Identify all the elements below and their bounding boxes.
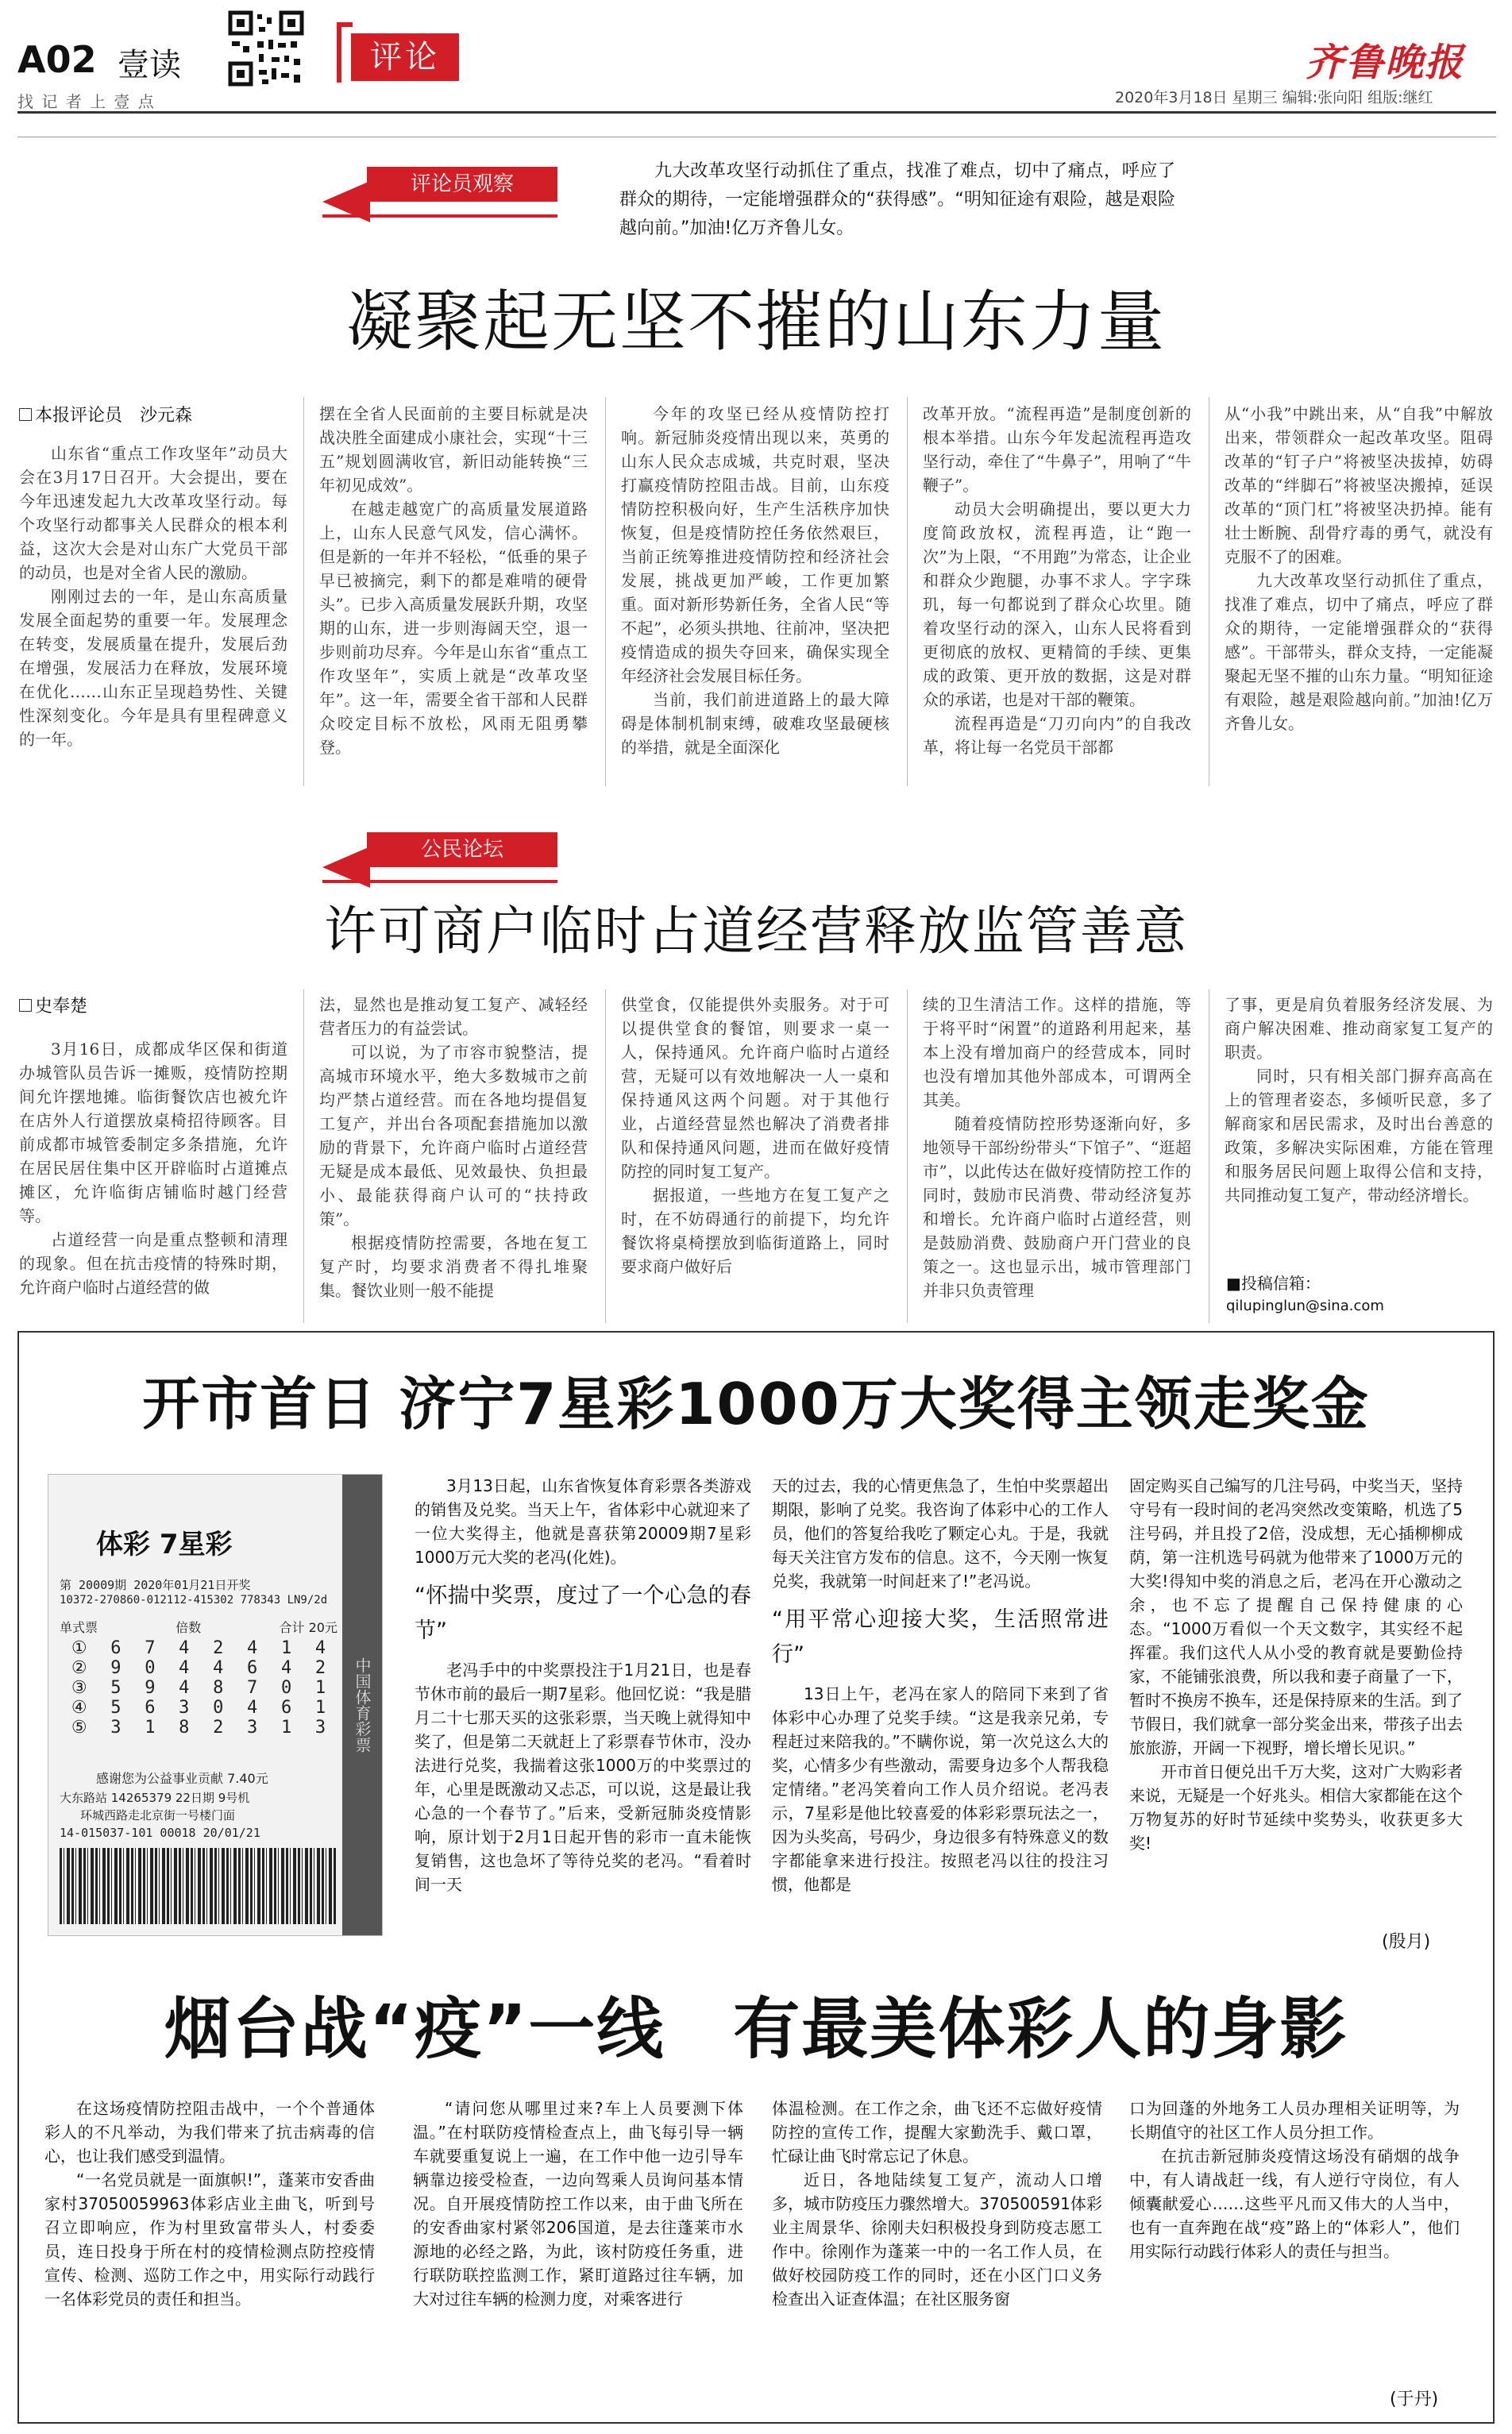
ticket-header: 体彩 7星彩 [96, 1529, 233, 1560]
article2-byline [19, 993, 87, 1017]
article2-para: 可以说，为了市容市貌整洁，提高城市环境水平，绝大多数城市之前均严禁占道经营。而在各地均提倡复工复产，并出台各项配套措施加以激励的背景下，允许商户临时占道经营无疑是成本最低、见效最快、负担最小、最能获得商户认可的“扶持政策”。 [319, 1043, 588, 1229]
ticket-total-label: 合计 20元 [279, 1620, 338, 1635]
lottery1-para: 老冯手中的中奖票投注于1月21日，也是春节休市前的最后一期7星彩。他回忆说：“我是腊月二十七那天买的这张彩票，当天晚上就得知中奖了，但是第二天就赶上了彩票春节休市，没办法进行兑奖，我揣着这张1000万的中奖票过的年，心里是既激动又忐忑，可以说，这是最让我心急的一个春节了。”后来，受新冠肺炎疫情影响，原计划于2月1日起开售的彩市一直未能恢复销售，这也急坏了等待兑奖的老冯。“看着时间一天 [415, 1661, 751, 1894]
ticket-thanks: 感谢您为公益事业贡献 7.40元 [96, 1771, 268, 1786]
lottery1-para: 天的过去，我的心情更焦急了，生怕中奖票超出期限，影响了兑奖。我咨询了体彩中心的工作人员，他们的答复给我吃了颗定心丸。于是，我就每天关注官方发布的信息。这不，今天刚一恢复兑奖，我就第一时间赶来了!”老冯说。 [772, 1476, 1109, 1591]
article2-para: 续的卫生清洁工作。这样的措施，等于将平时“闲置”的道路利用起来，基本上没有增加商户的经营成本，同时也没有增加其他外部成本，可谓两全其美。 [923, 995, 1191, 1109]
ticket-meta-row [60, 1618, 338, 1636]
article2-para: 同时，只有相关部门摒弃高高在上的管理者姿态，多倾听民意，多了解商家和居民需求，及时出台善意的政策，多解决实际困难，方能在管理和服务居民问题上取得公信和支持，共同推动复工复产，带动经济增长。 [1225, 1067, 1493, 1205]
article2-para: 供堂食，仅能提供外卖服务。对于可以提供堂食的餐馆，则要求一桌一人，保持通风。允许商户临时占道经营，无疑可以有效地解决一人一桌和保持通风这两个问题。对于其他行业，占道经营显然也解决了消费者排队和保持通风问题，进而在做好疫情防控的同时复工复产。 [621, 995, 889, 1181]
article2-para: 法，显然也是推动复工复产、减轻经营者压力的有益尝试。 [319, 995, 588, 1038]
article2-col-3 [621, 993, 889, 1320]
lottery2-col-3 [772, 2096, 1102, 2398]
ticket-issue-line: 第 20009期 2020年01月21日开奖 [60, 1578, 251, 1592]
article1-col-3 [621, 402, 889, 785]
article1-para: 改革开放。“流程再造”是制度创新的根本举措。山东今年发起流程再造攻坚行动，牵住了“牛鼻子”，用响了“牛鞭子”。 [923, 404, 1191, 495]
ticket-side-strip: 中国体育彩票 [342, 1475, 382, 1935]
ticket-single-label: 单式票 [60, 1620, 98, 1635]
lottery2-col-4 [1129, 2096, 1460, 2374]
column-rule [907, 397, 908, 786]
column-rule [907, 989, 908, 1323]
lottery2-para: 近日，各地陆续复工复产，流动人口增多，城市防疫压力骤然增大。370500591体彩业主周景华、徐刚夫妇积极投身到防疫志愿工作中。徐刚作为蓬莱一中的一名工作人员，在做好校园防疫工作的同时，还在小区门口义务检查出入证查体温；在社区服务窗 [772, 2170, 1102, 2309]
article1-tag: 评论员观察 [367, 167, 557, 202]
ticket-row: ③ 5 9 4 8 7 0 1 [71, 1678, 326, 1698]
lottery1-para: 开市首日便兑出千万大奖，这对广大购彩者来说，无疑是一个好兆头。相信大家都能在这个万物复苏的好时节延续中奖势头，收获更多大奖! [1129, 1762, 1463, 1853]
article1-para: 摆在全省人民面前的主要目标就是决战决胜全面建成小康社会，实现“十三五”规划圆满收官，新旧动能转换“三年初见成效”。 [319, 404, 588, 495]
ticket-row: ② 9 0 4 4 6 4 2 [71, 1658, 326, 1678]
lottery2-para: “一名党员就是一面旗帜!”，蓬莱市安香曲家村37050059963体彩店业主曲飞，听到号召立即响应，作为村里致富带头人，村委委员，连日投身于所在村的疫情检测点防控疫情宣传、检测、巡防工作之中，用实际行动践行一名体彩党员的责任和担当。 [44, 2170, 375, 2309]
lottery1-title: 开市首日 济宁7星彩1000万大奖得主领走奖金 [142, 1371, 1370, 1437]
contact-email: qilupinglun@sina.com [1226, 1298, 1384, 1314]
lottery2-para: 体温检测。在工作之余，曲飞还不忘做好疫情防控的宣传工作，提醒大家勤洗手、戴口罩，忙碌让曲飞时常忘记了休息。 [772, 2099, 1102, 2166]
ticket-barcode-icon [60, 1848, 338, 1924]
ticket-row: ① 6 7 4 2 4 1 4 [71, 1638, 326, 1658]
article2-para: 据报道，一些地方在复工复产之时，在不妨碍通行的前提下，均允许餐饮将桌椅摆放到临街道路上，同时要求商户做好后 [621, 1186, 889, 1276]
lottery1-subhead: “怀揣中奖票，度过了一个心急的春节” [415, 1583, 751, 1643]
header-meta: 2020年3月18日 星期三 编辑:张向阳 组版:继红 [1115, 89, 1433, 106]
brand-logo: 齐鲁晚报 [1306, 41, 1465, 85]
ticket-serial-line: 10372-270860-012112-415302 778343 LN9/2d [60, 1594, 328, 1607]
lottery1-para: 固定购买自己编写的几注号码，中奖当天，坚持守号有一段时间的老冯突然改变策略，机选了5注号码，并且投了2倍，没成想，无心插柳柳成荫，第一注机选号码就为他带来了1000万元的大奖!得知中奖的消息之后，老冯在开心激动之余，也不忘了提醒自己保持健康的心态。“1000万看似一个天文数字，其实经不起挥霍。我们这代人从小受的教育就是要勤俭持家，不能铺张浪费，所以我和妻子商量了一下，暂时不换房不换车，还是保持原来的生活。到了节假日，我们就拿一部分奖金出来，带孩子出去旅旅游，开阔一下视野，增长增长见识。” [1129, 1476, 1463, 1757]
article2-para: 随着疫情防控形势逐渐向好，多地领导干部纷纷带头“下馆子”、“逛超市”，以此传达在做好疫情防控工作的同时，鼓励市民消费、带动经济复苏和增长。允许商户临时占道经营，则是鼓励消费、鼓励商户开门营业的良策之一。这也显示出，城市管理部门并非只负责管理 [923, 1114, 1191, 1300]
article1-title: 凝聚起无坚不摧的山东力量 [345, 283, 1166, 361]
article1-col-2 [319, 402, 588, 785]
lottery1-subhead: “用平常心迎接大奖，生活照常进行” [772, 1607, 1109, 1667]
column-rule [303, 397, 304, 786]
lottery2-col-2 [413, 2096, 743, 2398]
article1-para: 当前，我们前进道路上的最大障碍是体制机制束缚，破难攻坚最硬核的举措，就是全面深化 [621, 690, 889, 757]
lottery2-col-1 [44, 2096, 375, 2398]
article1-para: 在越走越宽广的高质量发展道路上，山东人民意气风发，信心满怀。但是新的一年并不轻松，“低垂的果子早已被摘完，剩下的都是难啃的硬骨头”。已步入高质量发展跃升期，攻坚期的山东，进一步则海阔天空，退一步则前功尽弃。今年是山东省“重点工作攻坚年”，实质上就是“改革攻坚年”。这一年，需要全省干部和人民群众咬定目标不放松，风雨无阻勇攀登。 [319, 500, 588, 757]
article2-col-2 [319, 993, 588, 1320]
lottery2-title: 烟台战“疫”一线 有最美体彩人的身影 [164, 1990, 1348, 2068]
article1-para: 流程再造是“刀刃向内”的自我改革，将让每一名党员干部都 [923, 714, 1191, 757]
article1-para: 刚刚过去的一年，是山东高质量发展全面起势的重要一年。发展理念在转变，发展质量在提升，发展后劲在增强，发展活力在释放，发展环境在优化……山东正呈现趋势性、关键性深刻变化。今年是具有里程碑意义的一年。 [19, 587, 287, 749]
article1-para: 九大改革攻坚行动抓住了重点，找准了难点，切中了痛点，呼应了群众的期待，一定能增强群众的“获得感”。干部带头，群众支持，一定能凝聚起无坚不摧的山东力量。“明知征途有艰险，越是艰险越向前。”加油!亿万齐鲁儿女。 [1225, 571, 1493, 733]
article2-para: 3月16日，成都成华区保和街道办城管队员告诉一摊贩，疫情防控期间允许摆地摊。临街餐饮店也被允许在店外人行道摆放桌椅招待顾客。目前成都市城管委制定多条措施，允许在居民居住集中区开辟临时占道摊点摊区，允许临街店铺临时越门经营等。 [19, 1040, 287, 1225]
lottery1-col-1 [415, 1474, 751, 1950]
contact-label: ■投稿信箱： [1226, 1274, 1321, 1293]
header-divider [17, 111, 1496, 114]
section-read-label: 壹读 [118, 47, 181, 83]
article2-para: 根据疫情防控需要，各地在复工复产时，均要求消费者不得扎堆聚集。餐饮业则一般不能提 [319, 1233, 588, 1300]
ticket-row: ④ 5 6 3 0 4 6 1 [71, 1698, 326, 1718]
column-rule [605, 989, 606, 1323]
lottery1-author: (殷月) [1382, 1932, 1431, 1952]
section-tab: 评论 [351, 33, 459, 81]
slogan: 找 记 者 上 壹 点 [17, 92, 156, 111]
lottery1-col-3 [1129, 1474, 1463, 1927]
article1-col-5 [1225, 402, 1493, 785]
lottery1-para: 13日上午，老冯在家人的陪同下来到了省体彩中心办理了兑奖手续。“这是我亲兄弟，专程赶过来陪我的。”不瞒你说，第一次兑这么大的奖，心情多少有些激动，需要身边多个人帮我稳定情绪。”老冯笑着向工作人员介绍说。老冯表示，7星彩是他比较喜爱的体彩彩票玩法之一，因为头奖高，号码少，身边很多有特殊意义的数字都能拿来进行投注。按照老冯以往的投注习惯，他都是 [772, 1684, 1109, 1894]
article2-tag: 公民论坛 [367, 832, 557, 867]
article1-para: 从“小我”中跳出来，从“自我”中解放出来，带领群众一起改革攻坚。阻碍改革的“钉子户”将被坚决拔掉，妨碍改革的“绊脚石”将被坚决搬掉，延误改革的“顶门杠”将被坚决扔掉。能有壮士断腕、刮骨疗毒的勇气，就没有克服不了的困难。 [1225, 404, 1493, 566]
column-rule [303, 989, 304, 1323]
article1-tag-underline [322, 214, 557, 218]
lottery-ticket-image [48, 1474, 383, 1936]
section-tab-bracket [337, 22, 341, 83]
lottery2-para: 在抗击新冠肺炎疫情这场没有硝烟的战争中，有人请战赶一线，有人逆行守岗位，有人倾囊献爱心……这些平凡而又伟大的人当中，也有一直奔跑在战“疫”路上的“体彩人”，他们用实际行动践行体彩人的责任与担当。 [1129, 2147, 1460, 2261]
article2-para: 占道经营一向是重点整顿和清理的现象。但在抗击疫情的特殊时期，允许商户临时占道经营的做 [19, 1230, 287, 1297]
article2-col-1 [19, 1037, 287, 1320]
qr-code-icon [227, 10, 305, 87]
article2-tag-underline [322, 880, 557, 883]
byline-box-icon [19, 999, 32, 1012]
article2-para: 了事，更是肩负着服务经济发展、为商户解决困难、推动商家复工复产的职责。 [1225, 995, 1493, 1062]
article2-col-5 [1225, 993, 1493, 1247]
article2-col-4 [923, 993, 1191, 1320]
ticket-multiple-label: 倍数 [176, 1620, 202, 1635]
article1-col-1 [19, 442, 287, 785]
column-rule [605, 397, 606, 786]
lottery2-author: (于丹) [1390, 2390, 1439, 2409]
article1-byline-text: 本报评论员 沙元森 [35, 406, 193, 426]
ticket-station: 大东路站 14265379 22日期 9号机 [60, 1791, 250, 1805]
article1-byline [19, 402, 192, 426]
lottery1-para: 3月13日起，山东省恢复体育彩票各类游戏的销售及兑奖。当天上午，省体彩中心就迎来了一位大奖得主，他就是喜获第20009期7星彩1000万元大奖的老冯(化姓)。 [415, 1476, 751, 1567]
lottery2-para: “请问您从哪里过来?车上人员要测下体温。”在村联防疫情检查点上，曲飞每引导一辆车就要重复说上一遍，在工作中他一边引导车辆靠边接受检查，一边向驾乘人员询问基本情况。自开展疫情防控工作以来，由于曲飞所在的安香曲家村紧邻206国道，是去往蓬莱市水源地的必经之路，为此，该村防疫任务重，进行联防联控监测工作，紧盯道路过往车辆，加大对过往车辆的检测力度，对乘客进行 [413, 2099, 743, 2309]
byline-box-icon [19, 408, 32, 421]
ticket-barcode-line: 14-015037-101 00018 20/01/21 [60, 1826, 260, 1840]
lottery2-para: 口为回蓬的外地务工人员办理相关证明等，为长期值守的社区工作人员分担工作。 [1129, 2099, 1460, 2142]
article1-summary: 九大改革攻坚行动抓住了重点，找准了难点，切中了痛点，呼应了群众的期待，一定能增强群众的“获得感”。“明知征途有艰险，越是艰险越向前。”加油!亿万齐鲁儿女。 [619, 161, 1175, 238]
article1-para: 动员大会明确提出，要以更大力度简政放权，流程再造，让“跑一次”为上限，“不用跑”为常态，让企业和群众少跑腿，办事不求人。字字珠玑，每一句都说到了群众心坎里。随着攻坚行动的深入，山东人民将看到更彻底的放权、更精简的手续、更集成的政策、更开放的数据，这是对群众的承诺，也是对干部的鞭策。 [923, 500, 1191, 709]
ticket-row: ⑤ 3 1 8 2 3 1 3 [71, 1718, 326, 1738]
lottery2-para: 在这场疫情防控阻击战中，一个个普通体彩人的不凡举动，为我们带来了抗击病毒的信心，也让我们感受到温情。 [44, 2099, 375, 2166]
article2-byline-text: 史奉楚 [35, 997, 88, 1016]
lottery1-col-2 [772, 1474, 1109, 1950]
ticket-number-rows [60, 1638, 338, 1738]
section-tab-bracket-top [337, 22, 353, 27]
article2-title: 许可商户临时占道经营释放监管善意 [324, 901, 1188, 962]
page-code: A02 [17, 38, 97, 81]
article1-para: 今年的攻坚已经从疫情防控打响。新冠肺炎疫情出现以来，英勇的山东人民众志成城，共克时艰，坚决打赢疫情防控阻击战。目前，山东疫情防控积极向好，生产生活秩序加快恢复，但是疫情防控任务依然艰巨，当前正统筹推进疫情防控和经济社会发展，挑战更加严峻，工作更加繁重。面对新形势新任务，全省人民“等不起”，必须头拱地、往前冲，坚决把疫情造成的损失夺回来，确保实现全年经济社会发展目标任务。 [621, 404, 889, 685]
article1-para: 山东省“重点工作攻坚年”动员大会在3月17日召开。大会提出，要在今年迅速发起九大改革攻坚行动。每个攻坚行动都事关人民群众的根本利益，这次大会是对山东广大党员干部的动员，也是对全省人民的激励。 [19, 444, 287, 582]
ticket-station2: 环城西路走北京街一号楼门面 [80, 1808, 236, 1823]
article1-col-4 [923, 402, 1191, 785]
